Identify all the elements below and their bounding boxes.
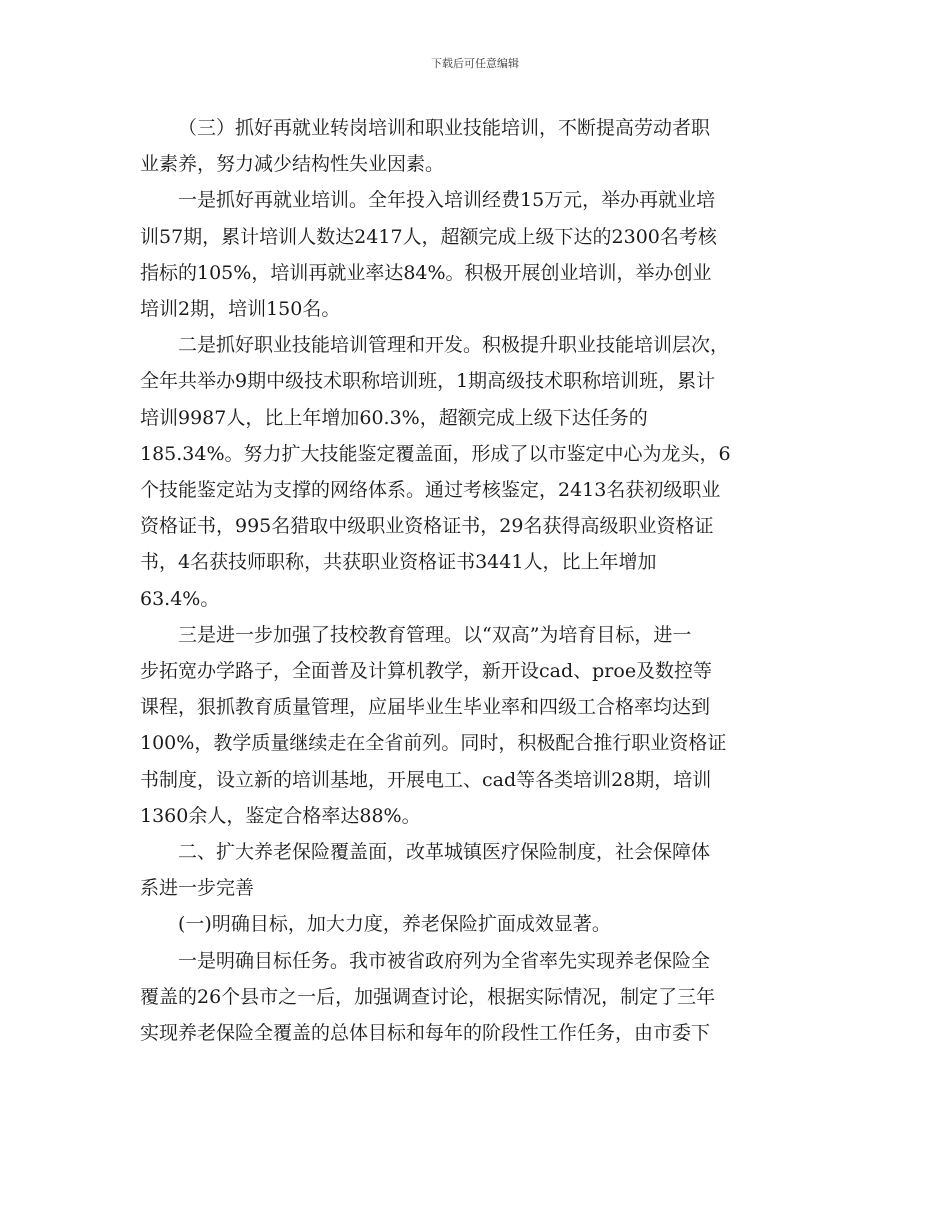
text-line: 一是明确目标任务。我市被省政府列为全省率先实现养老保险全	[178, 949, 711, 972]
text-line: 一是抓好再就业培训。全年投入培训经费15万元，举办再就业培	[178, 189, 716, 212]
text-line: (一)明确目标，加大力度，养老保险扩面成效显著。	[178, 913, 611, 936]
paragraph-subsection-one-heading	[140, 906, 812, 942]
paragraph-section-two-heading	[140, 834, 812, 906]
paragraph-vocational-skills	[140, 327, 812, 617]
text-line: 二是抓好职业技能培训管理和开发。积极提升职业技能培训层次，	[178, 334, 730, 357]
text-line: 185.34%。努力扩大技能鉴定覆盖面，形成了以市鉴定中心为龙头，6	[140, 442, 731, 465]
paragraph-retraining-heading	[140, 110, 812, 182]
text-line: 书制度，设立新的培训基地，开展电工、cad等各类培训28期，培训	[140, 768, 712, 791]
text-line: 课程，狠抓教育质量管理，应届毕业生毕业率和四级工合格率均达到	[140, 696, 711, 719]
text-line: 个技能鉴定站为支撑的网络体系。通过考核鉴定，2413名获初级职业	[140, 479, 721, 502]
document-body	[140, 110, 812, 1051]
text-line: 资格证书，995名猎取中级职业资格证书，29名获得高级职业资格证	[140, 515, 714, 538]
text-line: 指标的105%，培训再就业率达84%。积极开展创业培训，举办创业	[140, 261, 712, 284]
text-line: 二、扩大养老保险覆盖面，改革城镇医疗保险制度，社会保障体	[178, 841, 711, 864]
text-line: 100%，教学质量继续走在全省前列。同时，积极配合推行职业资格证	[140, 732, 727, 755]
text-line: 覆盖的26个县市之一后，加强调查讨论，根据实际情况，制定了三年	[140, 985, 716, 1008]
text-line: 系进一步完善	[140, 877, 255, 900]
text-line: （三）抓好再就业转岗培训和职业技能培训，不断提高劳动者职	[178, 117, 711, 139]
text-line: 培训9987人，比上年增加60.3%，超额完成上级下达任务的	[140, 406, 648, 429]
text-line: 三是进一步加强了技校教育管理。以“双高”为培育目标，进一	[178, 623, 692, 646]
text-line: 培训2期，培训150名。	[140, 298, 341, 321]
paragraph-technical-school	[140, 617, 812, 834]
text-line: 63.4%。	[140, 587, 220, 610]
text-line: 全年共举办9期中级技术职称培训班，1期高级技术职称培训班，累计	[140, 370, 716, 393]
text-line: 训57期，累计培训人数达2417人，超额完成上级下达的2300名考核	[140, 225, 717, 248]
paragraph-target-tasks	[140, 943, 812, 1052]
text-line: 1360余人，鉴定合格率达88%。	[140, 804, 421, 827]
text-line: 实现养老保险全覆盖的总体目标和每年的阶段性工作任务，由市委下	[140, 1022, 711, 1045]
paragraph-reemployment-training	[140, 182, 812, 327]
page-header: 下载后可任意编辑	[431, 57, 519, 70]
text-line: 书，4名获技师职称，共获职业资格证书3441人，比上年增加	[140, 551, 657, 574]
text-line: 业素养，努力减少结构性失业因素。	[140, 153, 445, 176]
text-line: 步拓宽办学路子，全面普及计算机教学，新开设cad、proe及数控等	[140, 660, 713, 683]
